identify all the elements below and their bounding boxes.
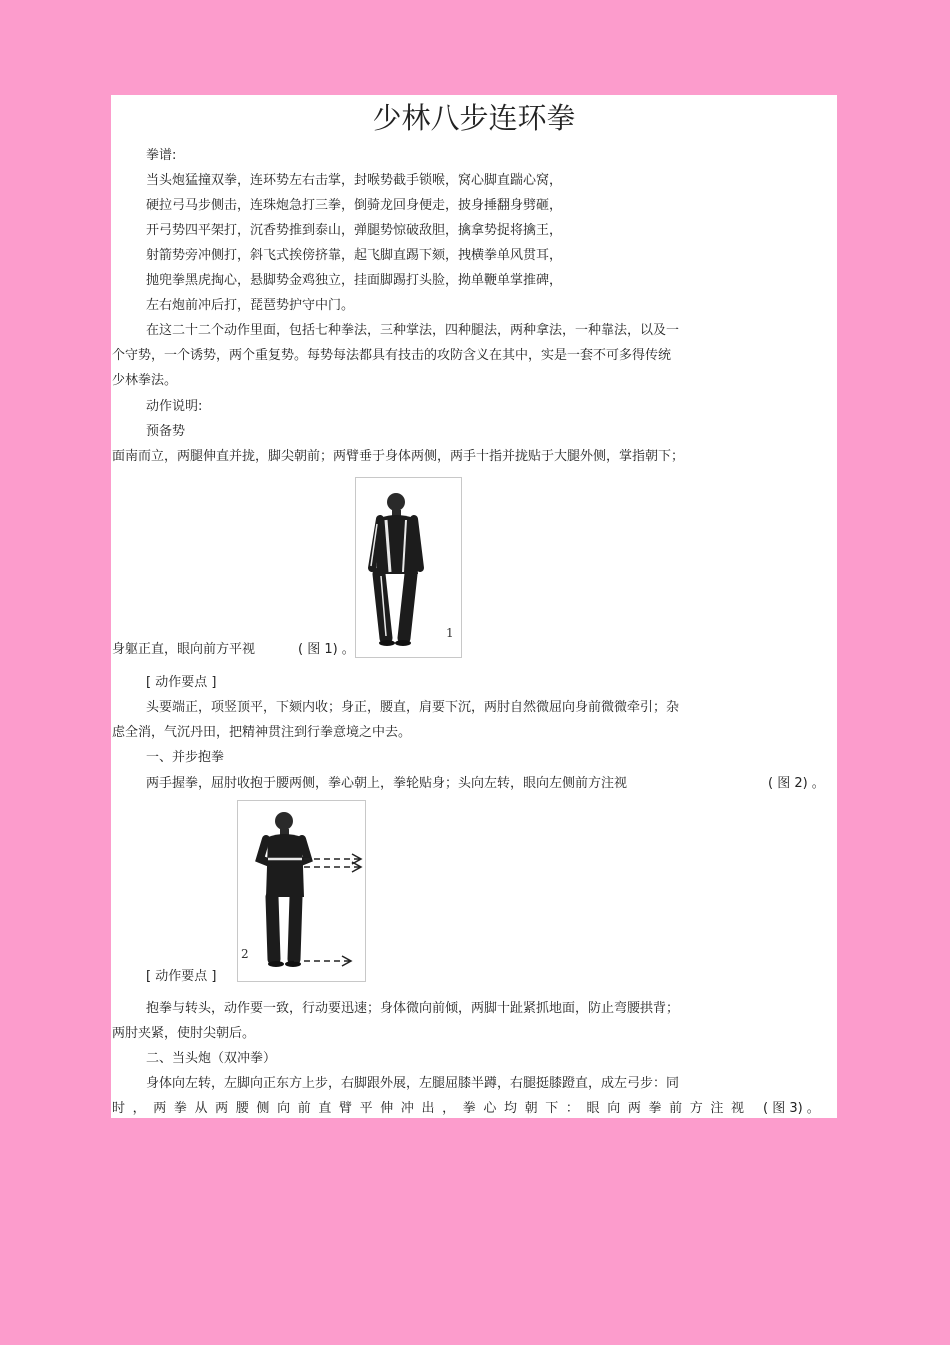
- quanpu-label: 拳谱:: [146, 148, 177, 163]
- figure-2-number: 2: [241, 947, 249, 961]
- ready-description: 面南而立，两腿伸直并拢，脚尖朝前；两臂垂于身体两侧，两手十指并拢贴于大腿外侧，掌指朝下；: [112, 449, 685, 464]
- key-points-text: 两肘夹紧，使肘尖朝后。: [112, 1026, 256, 1041]
- figure-2-illustration: [238, 801, 366, 982]
- key-points-text: 虑全消，气沉丹田，把精神贯注到行拳意境之中去。: [112, 725, 412, 740]
- document-page: [111, 95, 837, 1118]
- action-label: 动作说明:: [146, 399, 203, 414]
- move-1-title: 一、并步抱拳: [146, 750, 225, 765]
- key-points-label: [ 动作要点 ]: [146, 675, 217, 690]
- verse-line: 左右炮前冲后打，琵琶势护守中门。: [146, 298, 355, 313]
- key-points-label: [ 动作要点 ]: [146, 969, 217, 984]
- verse-line: 抛兜拳黑虎掏心，悬脚势金鸡独立，挂面脚踢打头脸，拗单鞭单掌推碑，: [146, 273, 563, 288]
- intro-paragraph: 在这二十二个动作里面，包括七种拳法，三种掌法，四种腿法，两种拿法，一种靠法，以及一: [146, 323, 680, 338]
- verse-line: 开弓势四平架打，沉香势推到泰山，弹腿势惊破敌胆，擒拿势捉将擒王，: [146, 223, 563, 238]
- key-points-text: 头要端正，项竖顶平，下颏内收；身正，腰直，肩要下沉，两肘自然微屈向身前微微牵引；杂: [146, 700, 680, 715]
- figure-1-number: 1: [446, 626, 454, 640]
- figure-2-reference: ( 图 2) 。: [768, 776, 825, 791]
- page-title: 少林八步连环拳: [372, 101, 576, 135]
- move-2-text: 身体向左转，左脚向正东方上步，右脚跟外展，左腿屈膝半蹲，右腿挺膝蹬直，成左弓步：同: [146, 1076, 680, 1091]
- intro-paragraph: 少林拳法。: [112, 373, 178, 388]
- ready-description-cont: 身躯正直，眼向前方平视: [112, 642, 256, 657]
- figure-3-reference: ( 图 3) 。: [763, 1101, 820, 1116]
- move-2-text: 时，两拳从两腰侧向前直臂平伸冲出，拳心均朝下：眼向两拳前方注视: [112, 1101, 744, 1116]
- intro-paragraph: 个守势，一个诱势，两个重复势。每势每法都具有技击的攻防含义在其中，实是一套不可多得传统: [112, 348, 672, 363]
- figure-2-fist-hold-pose: [237, 800, 366, 982]
- figure-1-reference: ( 图 1) 。: [298, 642, 355, 657]
- verse-line: 硬拉弓马步侧击，连珠炮急打三拳，倒骑龙回身便走，披身捶翻身劈砸，: [146, 198, 563, 213]
- verse-line: 射箭势旁冲侧打，斜飞式挨傍挤靠，起飞脚直踢下颏，拽横拳单风贯耳，: [146, 248, 563, 263]
- ready-heading: 预备势: [146, 424, 186, 439]
- key-points-text: 抱拳与转头，动作要一致，行动要迅速；身体微向前倾，两脚十趾紧抓地面，防止弯腰拱背；: [146, 1001, 680, 1016]
- move-1-description: 两手握拳，屈肘收抱于腰两侧，拳心朝上，拳轮贴身；头向左转，眼向左侧前方注视: [146, 776, 628, 791]
- figure-1-standing-pose: [355, 477, 462, 658]
- move-2-title: 二、当头炮（双冲拳）: [146, 1051, 277, 1066]
- verse-line: 当头炮猛撞双拳，连环势左右击掌，封喉势截手锁喉，窝心脚直踹心窝，: [146, 173, 563, 188]
